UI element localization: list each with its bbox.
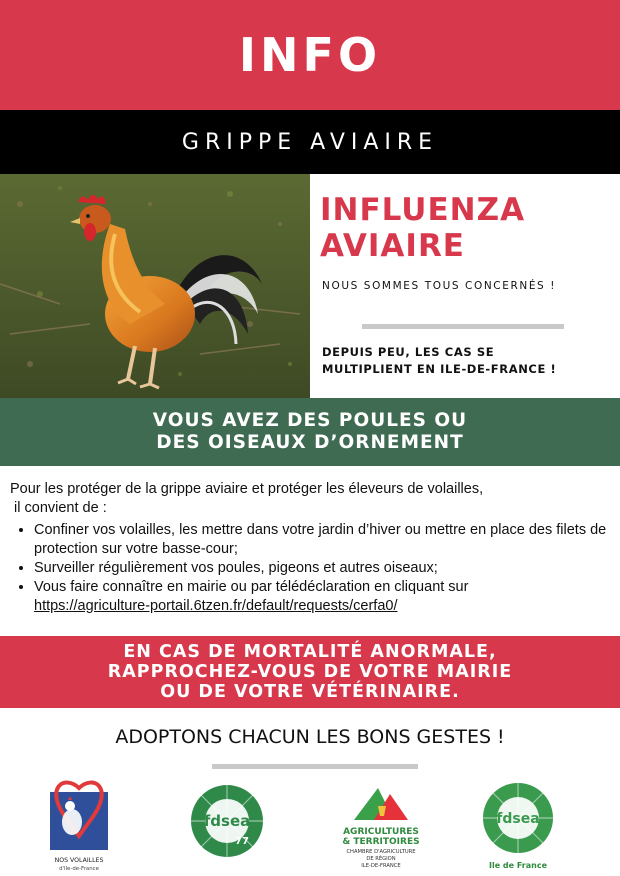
advice-lead: il convient de : xyxy=(10,500,107,516)
alert-line-1: EN CAS DE MORTALITÉ ANORMALE, xyxy=(123,642,497,662)
agri-logo-sub-3: ILE-DE-FRANCE xyxy=(361,863,401,869)
fdsea-idf-region: Ile de France xyxy=(488,861,548,870)
footer-divider xyxy=(212,764,418,769)
topic-band xyxy=(0,110,620,174)
advice-list xyxy=(34,521,614,616)
fdsea-idf-logo xyxy=(480,780,556,872)
fdsea-77-dept: 77 xyxy=(235,836,249,847)
audience-line-2: DES OISEAUX D’ORNEMENT xyxy=(156,432,464,453)
rooster-photo xyxy=(0,174,310,398)
headline-line-2: AVIAIRE xyxy=(320,228,465,264)
advice-item xyxy=(34,578,614,616)
partner-logos xyxy=(0,776,620,876)
alert-band xyxy=(0,636,620,708)
advice-item-text: Vous faire connaître en mairie ou par télédéclaration en cliquant sur xyxy=(34,579,469,595)
volailles-logo-line-1: NOS VOLAILLES xyxy=(54,857,104,864)
info-title: INFO xyxy=(238,28,382,82)
agri-logo-brand-1: AGRICULTURES xyxy=(343,827,419,837)
info-banner xyxy=(0,0,620,110)
audience-line-1: VOUS AVEZ DES POULES OU xyxy=(152,410,468,431)
volailles-logo-line-2: d'Ile-de-France xyxy=(59,866,99,872)
news-line-1: DEPUIS PEU, LES CAS SE xyxy=(322,345,495,359)
feature-tagline: NOUS SOMMES TOUS CONCERNÉS ! xyxy=(322,280,557,292)
advice-section xyxy=(10,480,614,616)
feature-headline xyxy=(320,192,525,264)
advice-item: • Surveiller régulièrement vos poules, pigeons et autres oiseaux; xyxy=(34,559,614,578)
agri-logo-brand-2: & TERRITOIRES xyxy=(342,837,420,847)
headline-line-1: INFLUENZA xyxy=(320,192,526,228)
agricultures-territoires-logo xyxy=(338,780,424,870)
alert-line-2: RAPPROCHEZ-VOUS DE VOTRE MAIRIE xyxy=(107,662,513,682)
rooster-illustration xyxy=(0,174,310,398)
fdsea-77-logo xyxy=(188,782,266,860)
news-line-2: MULTIPLIENT EN ILE-DE-FRANCE ! xyxy=(322,362,557,376)
advice-intro: Pour les protéger de la grippe aviaire et protéger les éleveurs de volailles, xyxy=(10,481,484,497)
footer-slogan: ADOPTONS CHACUN LES BONS GESTES ! xyxy=(115,726,505,748)
nos-volailles-logo xyxy=(46,778,112,872)
advice-item: • Confiner vos volailles, les mettre dans votre jardin d’hiver ou mettre en place des filets de protection sur votre basse-cour; xyxy=(34,521,614,559)
fdsea-77-name: fdsea xyxy=(203,812,251,830)
alert-line-3: OU DE VOTRE VÉTÉRINAIRE. xyxy=(160,682,460,702)
topic-label: GRIPPE AVIAIRE xyxy=(181,129,439,155)
feature-panel xyxy=(310,174,620,398)
feature-divider xyxy=(362,324,564,329)
feature-news xyxy=(322,344,556,378)
agri-logo-sub-1: CHAMBRE D'AGRICULTURE xyxy=(346,849,416,855)
agri-logo-sub-2: DE RÉGION xyxy=(366,856,396,862)
audience-band xyxy=(0,398,620,466)
cerfa-link[interactable]: https://agriculture-portail.6tzen.fr/default/requests/cerfa0/ xyxy=(34,598,398,614)
fdsea-idf-name: fdsea xyxy=(496,811,540,827)
